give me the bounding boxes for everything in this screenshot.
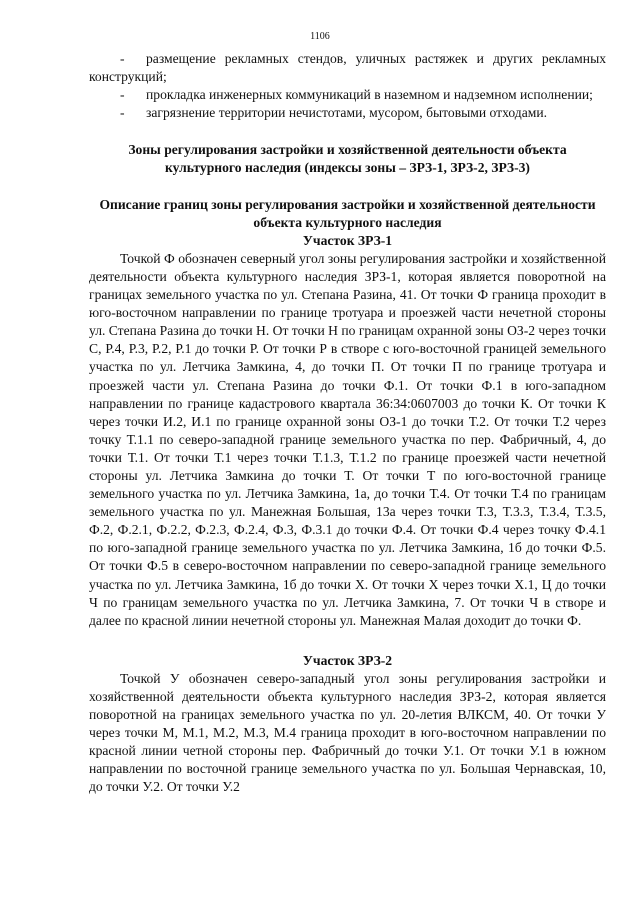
bullet-dash: - — [120, 51, 125, 66]
page-number: 1106 — [310, 31, 330, 42]
bullet-dash: - — [120, 87, 125, 103]
list-item — [89, 104, 606, 122]
section-title-zrz1: Участок ЗРЗ-1 — [302, 232, 393, 248]
list-item-text: прокладка инженерных коммуникаций в наземном и надземном исполнении; — [146, 87, 593, 103]
list-item-text: размещение рекламных стендов, уличных растяжек и других рекламных конструкций; — [89, 51, 606, 85]
list-item — [89, 50, 606, 86]
description-heading: Описание границ зоны регулирования застройки и хозяйственной деятельности объекта культурного наследия — [99, 196, 596, 230]
section-title-zrz2: Участок ЗРЗ-2 — [302, 652, 393, 668]
section-text-zrz1: Точкой Ф обозначен северный угол зоны регулирования застройки и хозяйственной деятельности объекта культурного наследия ЗРЗ-1, которая является поворотной на границах земельного участка по ул. Степана Разина, 41. От точки Ф граница проходит в юго-восточном направлении по границе тротуара и проезжей части нечетной стороны ул. Степана Разина до точки Н. От точки Н по границам охранной зоны ОЗ-2 через точки С, Р.4, Р.3, Р.2, Р.1 до точки Р. От точки Р в створе с юго-восточной границей земельного участка по ул. Летчика Замкина, 4, до точки П. От точки П по границе тротуара и проезжей части ул. Степана Разина до точки Ф.1. От точки Ф.1 в юго-западном направлении по границе кадастрового квартала 36:34:0607003 до точки К. От точки К через точки И.2, И.1 по границе охранной зоны ОЗ-1 до точки Т.2. От точки Т.2 через точку Т.1.1 по северо-западной границе земельного участка по пер. Фабричный, 4, до точки Т.1. От точки Т.1 через точки Т.1.3, Т.1.2 по границе проезжей части нечетной стороны ул. Летчика Замкина до точки Т. От точки Т по юго-восточной границе земельного участка по ул. Летчика Замкина, 1а, до точки Т.4. От точки Т.4 по границам земельного участка по ул. Манежная Большая, 13а через точки Т.3, Т.3.3, Т.3.4, Т.3.5, Ф.2, Ф.2.1, Ф.2.2, Ф.2.3, Ф.2.4, Ф.3, Ф.3.1 до точки Ф.4. От точки Ф.4 через точку Ф.4.1 по юго-западной границе земельного участка по ул. Летчика Замкина, 1б до точки Ф.5. От точки Ф.5 в северо-восточном направлении по северо-западной границе земельного участка по ул. Летчика Замкина, 1б до точки Х. От точки Х через точки Х.1, Ц до точки Ч по границам земельного участка по ул. Летчика Замкина, 7. От точки Ч в створе и далее по красной линии нечетной стороны ул. Манежная Малая доходит до точки Ф. — [89, 250, 606, 628]
section-text-zrz2: Точкой У обозначен северо-западный угол зоны регулирования застройки и хозяйственной деятельности объекта культурного наследия ЗРЗ-2, которая является поворотной на границах земельного участка по ул. 20-летия ВЛКСМ, 40. От точки У через точки М, М.1, М.2, М.3, М.4 граница проходит в юго-восточном направлении по красной линии четной стороны пер. Фабричный до точки У.1. От точки У.1 в южном направлении по восточной границе земельного участка по ул. Большая Чернавская, 10, до точки У.2. От точки У.2 — [89, 670, 606, 795]
page-content — [89, 50, 606, 797]
bullet-dash: - — [120, 105, 125, 121]
zones-heading: Зоны регулирования застройки и хозяйственной деятельности объекта культурного наследия (индексы зоны – ЗРЗ-1, ЗРЗ-2, ЗРЗ-3) — [128, 142, 567, 176]
list-item — [89, 86, 606, 104]
list-item-text: загрязнение территории нечистотами, мусором, бытовыми отходами. — [146, 105, 548, 121]
